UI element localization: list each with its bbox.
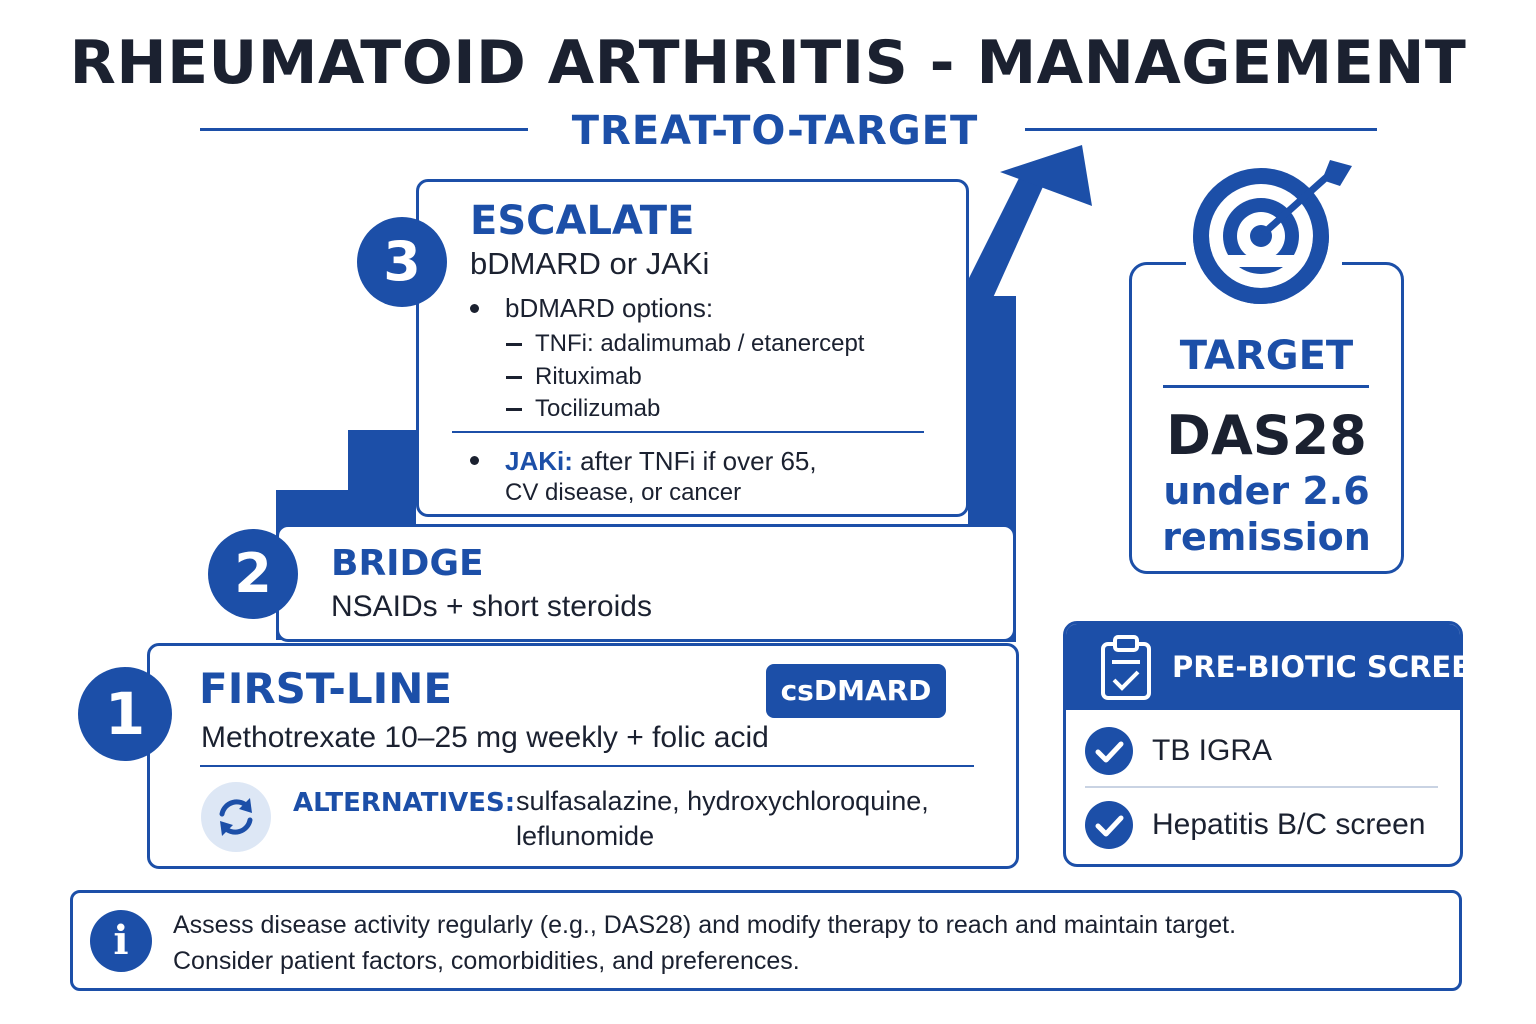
clipboard-icon — [1098, 632, 1154, 702]
screen-item: Hepatitis B/C screen — [1152, 808, 1426, 841]
csdmard-badge: csDMARD — [766, 664, 946, 718]
page-subtitle: TREAT-TO-TARGET — [571, 108, 979, 154]
screen-item: TB IGRA — [1152, 734, 1273, 767]
alternatives-label: ALTERNATIVES: — [293, 788, 516, 818]
jaki-text: after TNFi if over 65, — [572, 446, 817, 476]
refresh-icon — [201, 782, 271, 852]
bdmard-options-label: bDMARD options: — [505, 293, 714, 323]
step-1-badge: 1 — [78, 667, 172, 761]
alternatives-line-1: sulfasalazine, hydroxychloroquine, — [516, 786, 929, 816]
target-icon-lower — [1180, 152, 1360, 312]
first-line-subheading: Methotrexate 10–25 mg weekly + folic acid — [201, 721, 769, 754]
bdmard-option: Rituximab — [535, 363, 642, 390]
arrow-shaft — [968, 168, 1046, 300]
dash — [506, 376, 522, 379]
escalate-subheading: bDMARD or JAKi — [470, 246, 710, 281]
target-threshold: under 2.6 — [1163, 469, 1370, 513]
first-line-divider — [200, 765, 974, 767]
step-2-badge: 2 — [208, 529, 298, 619]
step-3-badge: 3 — [357, 217, 447, 307]
bullet — [470, 456, 479, 465]
bdmard-option: Tocilizumab — [535, 395, 661, 422]
bullet — [470, 304, 479, 313]
page-title: RHEUMATOID ARTHRITIS - MANAGEMENT — [69, 28, 1467, 98]
first-line-heading: FIRST-LINE — [199, 664, 453, 713]
jaki-label: JAKi: — [505, 446, 573, 476]
note-line-2: Consider patient factors, comorbidities, and preferences. — [173, 947, 800, 975]
bdmard-option: TNFi: adalimumab / etanercept — [535, 330, 865, 357]
target-divider — [1163, 385, 1369, 388]
info-icon: i — [90, 910, 152, 972]
check-icon — [1085, 727, 1133, 775]
target-metric: DAS28 — [1166, 404, 1367, 467]
bridge-subheading: NSAIDs + short steroids — [331, 590, 652, 623]
target-goal: remission — [1162, 515, 1371, 559]
escalate-heading: ESCALATE — [470, 198, 695, 244]
dash — [506, 343, 522, 346]
jaki-line-2: CV disease, or cancer — [505, 479, 742, 506]
bridge-heading: BRIDGE — [331, 543, 484, 584]
jaki-line-1 — [505, 446, 817, 477]
screen-heading: PRE-BIOTIC SCREEN — [1172, 650, 1496, 684]
screen-divider — [1085, 786, 1438, 788]
dash — [506, 408, 522, 411]
alternatives-line-2: leflunomide — [516, 821, 655, 851]
escalate-divider — [452, 431, 924, 433]
note-line-1: Assess disease activity regularly (e.g., DAS28) and modify therapy to reach and maintain target. — [173, 911, 1237, 939]
target-heading: TARGET — [1179, 333, 1354, 379]
check-icon — [1085, 801, 1133, 849]
